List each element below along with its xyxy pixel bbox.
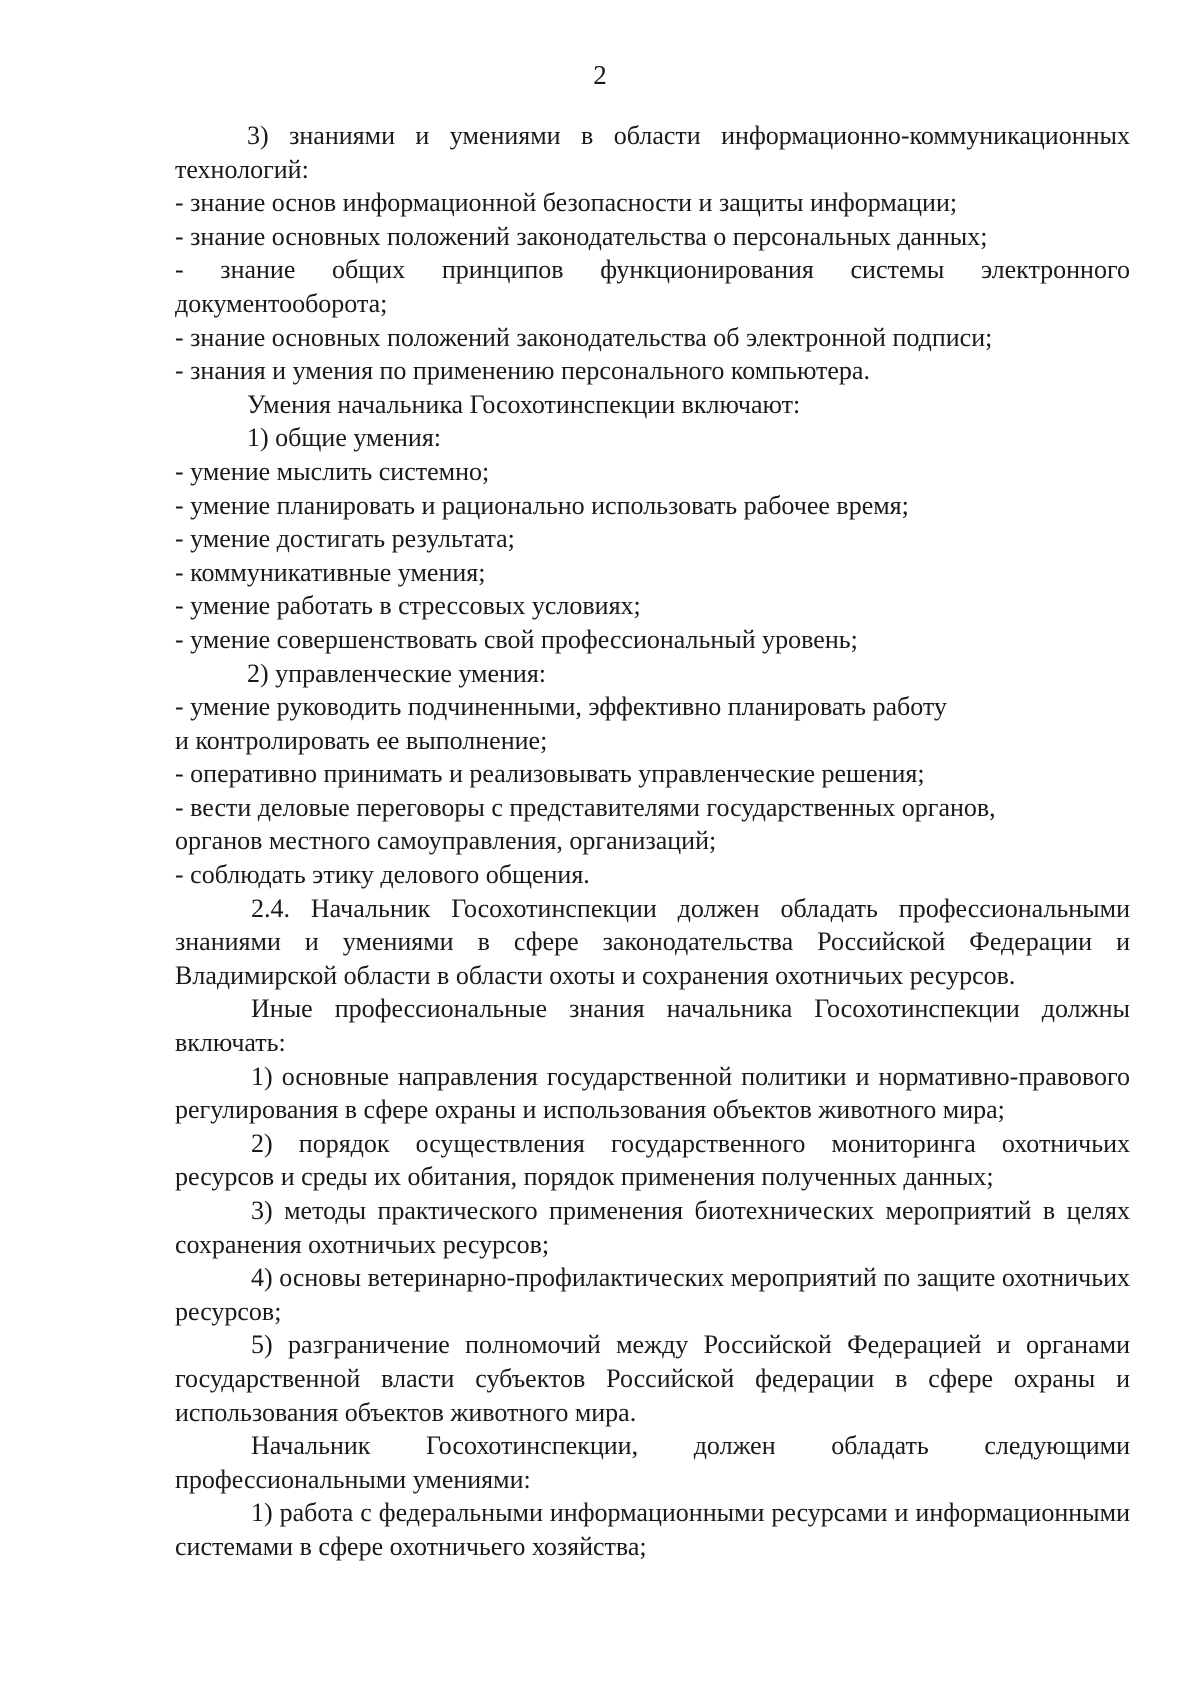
- paragraph: - умение мыслить системно;: [175, 456, 490, 486]
- paragraph: - соблюдать этику делового общения.: [175, 860, 590, 890]
- paragraph: 1) общие умения:: [247, 423, 442, 453]
- paragraph: Иные профессиональные знания начальника Госохотинспекции должны включать:: [175, 994, 1130, 1058]
- document-body: [175, 119, 1130, 1564]
- paragraph: 4) основы ветеринарно-профилактических мероприятий по защите охотничьих ресурсов;: [175, 1263, 1130, 1326]
- paragraph: 2) порядок осуществления государственного мониторинга охотничьих ресурсов и среды их обитания, порядок применения полученных данных;: [175, 1128, 1130, 1192]
- paragraph: - умение совершенствовать свой профессиональный уровень;: [175, 624, 858, 654]
- paragraph: 3) методы практического применения биотехнических мероприятий в целях сохранения охотничьих ресурсов;: [175, 1196, 1130, 1259]
- page-number: 2: [593, 60, 607, 90]
- paragraph: - знание основных положений законодательства об электронной подписи;: [175, 322, 993, 352]
- paragraph: - знание основ информационной безопасности и защиты информации;: [175, 188, 958, 218]
- paragraph: - знания и умения по применению персонального компьютера.: [175, 356, 870, 386]
- paragraph: - знание общих принципов функционирования системы электронного документооборота;: [175, 255, 1130, 318]
- paragraph: - умение руководить подчиненными, эффективно планировать работу: [175, 692, 947, 722]
- paragraph: 2.4. Начальник Госохотинспекции должен обладать профессиональными знаниями и умениями в сфере законодательства Российской Федерации и Владимирской области в области охоты и сохранения охотничьих ресурсов.: [175, 893, 1130, 990]
- paragraph: Умения начальника Госохотинспекции включают:: [247, 389, 801, 419]
- paragraph: 2) управленческие умения:: [247, 658, 547, 688]
- paragraph: 3) знаниями и умениями в области информационно-коммуникационных технологий:: [175, 121, 1130, 184]
- paragraph: Начальник Госохотинспекции, должен обладать следующими профессиональными умениями:: [175, 1431, 1130, 1494]
- paragraph: органов местного самоуправления, организаций;: [175, 826, 717, 856]
- paragraph: - знание основных положений законодательства о персональных данных;: [175, 221, 988, 251]
- paragraph: 5) разграничение полномочий между Российской Федерацией и органами государственной власти субъектов Российской федерации в сфере охраны и использования объектов животного мира.: [175, 1330, 1130, 1427]
- paragraph: - оперативно принимать и реализовывать управленческие решения;: [175, 759, 925, 789]
- paragraph: и контролировать ее выполнение;: [175, 725, 548, 755]
- paragraph: - коммуникативные умения;: [175, 557, 486, 587]
- paragraph: 1) основные направления государственной политики и нормативно-правового регулирования в сфере охраны и использования объектов животного мира;: [175, 1061, 1130, 1125]
- paragraph: - умение работать в стрессовых условиях;: [175, 591, 641, 621]
- paragraph: 1) работа с федеральными информационными ресурсами и информационными системами в сфере охотничьего хозяйства;: [175, 1498, 1130, 1561]
- paragraph: - вести деловые переговоры с представителями государственных органов,: [175, 792, 996, 822]
- paragraph: - умение планировать и рационально использовать рабочее время;: [175, 490, 909, 520]
- paragraph: - умение достигать результата;: [175, 524, 515, 554]
